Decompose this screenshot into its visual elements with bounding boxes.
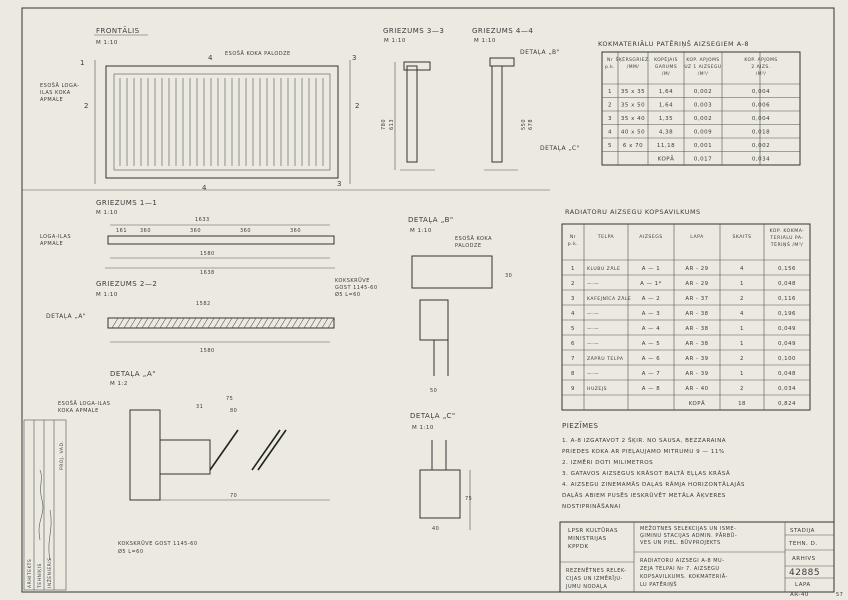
sig-role: TEHNIĶIS — [38, 563, 43, 588]
panel-slats — [120, 78, 323, 166]
table2-header: TERIĀLU PA- — [770, 236, 804, 241]
table2-cell: 4 — [740, 266, 744, 272]
note-line: NOSTIPRINĀŠANAI — [562, 504, 621, 510]
table1-header: KOP. APJOMS — [686, 58, 720, 63]
table2-cell: —·— — [587, 312, 600, 317]
dim-label: 360 — [240, 228, 252, 234]
table1-title: KOKMATERIĀLU PATĒRIŅŠ AIZSEGIEM A-8 — [598, 40, 749, 48]
section22-scale: M 1:10 — [96, 292, 118, 298]
note: Ø5 L=60 — [335, 292, 361, 298]
note: ESOŠĀ KOKA — [455, 236, 493, 242]
corner-mark: 57 — [836, 592, 844, 598]
tb-dept: REZENĒTNES RELEK- — [566, 568, 627, 574]
hatch-line — [202, 318, 208, 328]
hatch-line — [274, 318, 280, 328]
table2-cell: A — 1* — [640, 281, 662, 287]
tb-project: MEŽOTNES SELEKCIJAS UN ISME- — [640, 526, 737, 532]
note: KOKA APMALE — [58, 408, 99, 414]
tb-stage-value: TEHN. D. — [789, 541, 818, 547]
hatch-line — [328, 318, 334, 328]
hatch-line — [310, 318, 316, 328]
table2-header: KOP. KOKMA- — [769, 229, 805, 234]
table2-cell: AR - 38 — [685, 326, 709, 332]
table2-header: LAPA — [690, 235, 704, 240]
detail-c-scale: M 1:10 — [412, 425, 434, 431]
table2-cell: 0,049 — [778, 341, 796, 347]
table1-cell: 1,64 — [658, 102, 674, 109]
note: PALODZE — [455, 243, 482, 249]
notes-list — [562, 437, 745, 510]
note-line: 1. A-8 IZGATAVOT 2 ŠĶIR. NO SAUSA, BEZZARAINA — [562, 438, 727, 444]
detail-b-cap — [412, 256, 492, 288]
dim-label: 75 — [226, 396, 234, 402]
section-mark: 1 — [80, 59, 85, 67]
hatch-line — [292, 318, 298, 328]
table2-cell: A — 1 — [641, 266, 661, 272]
table2-cell: A — 4 — [641, 326, 661, 332]
note-line: 2. IZMĒRI DOTI MILIMETROS — [562, 460, 654, 466]
table2-header: TELPA — [597, 235, 615, 240]
hatch-line — [238, 318, 244, 328]
dim-label: 1633 — [195, 217, 210, 223]
hatch-line — [178, 318, 184, 328]
table2-cell: KAFEJNĪCA ZĀLE — [587, 297, 632, 302]
table2-header: TĒRIŅŠ /M³/ — [770, 243, 804, 248]
table2-cell: 4 — [740, 311, 744, 317]
hatch-line — [280, 318, 286, 328]
hatch-line — [136, 318, 142, 328]
table1-cell: 0,003 — [693, 102, 713, 109]
section-mark: 2 — [355, 102, 360, 110]
tb-sheet-title: LU PATĒRIŅŠ — [640, 582, 678, 588]
section44-profile — [492, 66, 502, 162]
dim-label: 360 — [140, 228, 152, 234]
title-block — [560, 522, 834, 598]
table1-cell: 11,18 — [656, 143, 676, 149]
tb-archive: ARHIVS — [792, 556, 816, 562]
table1-cell: 35 x 40 — [620, 116, 646, 122]
table1-header: KOP. APJOMS — [744, 58, 778, 63]
table2-cell: —·— — [587, 372, 600, 377]
table2-total-label: KOPĀ — [688, 401, 706, 407]
table2-cell: 8 — [571, 371, 575, 377]
tb-sheet-number: AR-40 — [790, 592, 809, 598]
table2-cell: A — 3 — [641, 311, 661, 317]
hatch-line — [232, 318, 238, 328]
table1-cell: 4,38 — [658, 129, 674, 136]
table2-header: AIZSEGS — [639, 235, 663, 240]
dim-label: 360 — [190, 228, 202, 234]
tb-sheet-label: LAPA — [795, 582, 811, 588]
detail-b-scale: M 1:10 — [410, 228, 432, 234]
dim-label: 50 — [430, 388, 438, 394]
table2-cell: AR - 39 — [685, 356, 709, 362]
table2-header: Nr — [569, 235, 577, 240]
dim-label: 40 — [432, 526, 440, 532]
hatch-line — [208, 318, 214, 328]
table2-cell: 0,048 — [778, 281, 796, 287]
hatch-line — [118, 318, 124, 328]
detail-a-scale: M 1:2 — [110, 381, 128, 387]
hatch-line — [160, 318, 166, 328]
hatch-line — [250, 318, 256, 328]
tb-archive-number: 42885 — [789, 568, 821, 578]
table2-cell: 1 — [740, 371, 744, 377]
front-note-left2: ILAS KOKA — [40, 90, 71, 96]
hatch-line — [142, 318, 148, 328]
table1-cell: 0,009 — [693, 129, 713, 136]
table1-cell: 3 — [608, 116, 612, 122]
note-line: DAĻĀS ABIEM PUSĒS IESKRŪVĒT METĀLA ĀĶVERES — [562, 493, 726, 499]
table2-cell: 1 — [740, 341, 744, 347]
table1-cell: 40 x 50 — [620, 129, 646, 136]
table2-cell: A — 5 — [641, 341, 661, 347]
table2-cell: AR - 37 — [685, 296, 709, 302]
table1-header: /M³/ — [755, 72, 767, 77]
table1-cell: 0,002 — [693, 89, 713, 95]
table1-cell: 0,002 — [751, 143, 771, 149]
hatch-line — [112, 318, 118, 328]
hatch-line — [220, 318, 226, 328]
table2-cell: 2 — [740, 296, 744, 302]
tb-dept: CIJAS UN IZMĒRĪJU- — [566, 576, 623, 582]
slat — [210, 430, 238, 470]
hatch-line — [172, 318, 178, 328]
hatching — [112, 318, 334, 328]
detail-c-block — [420, 470, 460, 518]
panel-inner — [114, 74, 330, 170]
table1-header: KOPĒJAIS — [654, 58, 678, 63]
table1-cell: 0,002 — [693, 116, 713, 122]
table2-total: 18 — [738, 401, 746, 407]
tb-sheet-title: RADIATORU AIZSEGI A-8 MU- — [640, 558, 725, 564]
table1-cell: 35 x 50 — [620, 102, 646, 109]
note: KOKSKRŪVE — [335, 278, 370, 284]
hatch-line — [298, 318, 304, 328]
tb-dept: JUMU NODAĻA — [566, 584, 608, 590]
detail-a-callout: DETAĻA „A" — [46, 313, 87, 320]
note: APMALE — [40, 241, 64, 247]
note-line: 4. AIZSEGU ZINEMAMĀS DAĻAS RĀMJA HORIZONTĀLAJĀS — [562, 482, 745, 488]
dim-label: 80 — [230, 408, 238, 414]
hatch-line — [256, 318, 262, 328]
table1-header: /M³/ — [697, 72, 709, 77]
section-mark: 3 — [352, 54, 357, 62]
table2-header: p.k. — [567, 242, 579, 247]
table1-header: Nr — [606, 58, 614, 63]
table2-cell: AR - 29 — [685, 281, 709, 287]
dim-label: 161 — [116, 228, 128, 234]
dim-label: 1580 — [200, 348, 215, 354]
section-mark: 4 — [202, 184, 207, 192]
section-mark: 3 — [337, 180, 342, 188]
front-note-left: ESOŠĀ LOGA- — [40, 83, 80, 89]
table2-cell: —·— — [587, 282, 600, 287]
section33-profile — [407, 66, 417, 162]
hatch-line — [214, 318, 220, 328]
table1-header: GARUMS — [654, 65, 678, 70]
slat — [258, 430, 286, 470]
hatch-line — [196, 318, 202, 328]
handwritten-signature — [49, 510, 51, 560]
table2-cell: 1 — [571, 266, 575, 272]
table1-cell: 1,35 — [658, 116, 674, 122]
table2-cell: 0,100 — [778, 356, 796, 362]
table2-cell: 7 — [571, 356, 575, 362]
hatch-line — [130, 318, 136, 328]
table1-cell: 0,004 — [751, 89, 771, 95]
table2-header: SKAITS — [732, 235, 752, 240]
materials-table — [602, 52, 800, 165]
table2-cell: 2 — [571, 281, 575, 287]
detail-a-block — [160, 440, 210, 474]
table2-cell: AR - 38 — [685, 341, 709, 347]
table2-cell: 1 — [740, 326, 744, 332]
hatch-line — [262, 318, 268, 328]
table2-cell: 2 — [740, 356, 744, 362]
note: ESOŠĀ LOGA-ILAS — [58, 401, 111, 407]
dim-label: 1638 — [200, 270, 215, 276]
radiator-covers-table — [562, 224, 810, 410]
table1-header: /MM/ — [626, 65, 640, 70]
dim-label: 30 — [505, 273, 513, 279]
hatch-line — [268, 318, 274, 328]
table1-header: ŠĶĒRSGRIEZ. — [615, 58, 651, 63]
notes-title: PIEZĪMES — [562, 422, 599, 430]
table1-cell: 6 x 70 — [622, 143, 644, 149]
table2-cell: 0,156 — [778, 266, 796, 272]
table2-cell: AR - 38 — [685, 311, 709, 317]
hatch-line — [148, 318, 154, 328]
table1-cell: 1 — [608, 89, 612, 95]
note: Ø5 L=60 — [118, 549, 144, 555]
table2-cell: —·— — [587, 327, 600, 332]
section44-scale: M 1:10 — [474, 38, 496, 44]
section11-scale: M 1:10 — [96, 210, 118, 216]
table1-cell: 2 — [608, 102, 612, 109]
table2-cell: A — 6 — [641, 356, 661, 362]
table2-cell: AR - 40 — [685, 386, 709, 392]
table2-cell: A — 8 — [641, 386, 661, 392]
tb-sheet-title: ZEJA TELPAI Nr 7. AIZSEGU — [640, 566, 720, 572]
note: KOKSKRŪVE GOST 1145-60 — [118, 541, 198, 547]
tb-org: LPSR KULTŪRAS — [568, 528, 618, 534]
section33-scale: M 1:10 — [384, 38, 406, 44]
front-view-scale: M 1:10 — [96, 40, 118, 46]
dim-label: 1582 — [196, 301, 211, 307]
tb-project: ĢIMINU STACIJAS ADMIN. PĀRBŪ- — [640, 533, 738, 539]
table2-cell: 2 — [740, 386, 744, 392]
table2-cell: 9 — [571, 386, 575, 392]
hatch-line — [154, 318, 160, 328]
table2-cell: 0,049 — [778, 326, 796, 332]
table1-cell: 1,64 — [658, 89, 674, 95]
tb-org: KPPDK — [568, 544, 589, 550]
table2-cell: 0,048 — [778, 371, 796, 377]
detail-b-title: DETAĻA „B" — [408, 216, 454, 224]
table2-cell: 1 — [740, 281, 744, 287]
note-line: PRIEDES KOKA AR PIEĻAUJAMO MITRUMU 9 — 11% — [562, 449, 725, 455]
hatch-line — [322, 318, 328, 328]
table2-total: 0,824 — [778, 401, 796, 407]
sig-role: ARHITEKTS — [28, 558, 33, 588]
section-mark: 2 — [84, 102, 89, 110]
table2-cell: —·— — [587, 342, 600, 347]
tb-org: MINISTRIJAS — [568, 536, 607, 542]
table1-header: UZ 1 AIZSEGU — [684, 65, 722, 70]
handwritten-signature — [39, 470, 43, 540]
detail-c-callout: DETAĻA „C" — [540, 145, 580, 152]
dim-label: 780 — [381, 118, 387, 130]
table1-cell: 0,001 — [693, 143, 713, 149]
table1-cell: 5 — [608, 143, 612, 149]
section11-title: GRIEZUMS 1—1 — [96, 199, 158, 207]
table1-total: 0,017 — [693, 156, 713, 163]
table2-cell: 3 — [571, 296, 575, 302]
note-line: 3. GATAVOS AIZSEGUS KRĀSOT BALTĀ EĻĻAS KRĀSĀ — [562, 471, 731, 477]
dim-label: 1580 — [200, 251, 215, 257]
dim-label: 678 — [528, 118, 534, 130]
front-note-left3: APMALE — [40, 97, 64, 103]
detail-b-post — [420, 300, 448, 340]
hatch-line — [124, 318, 130, 328]
signature-strip — [24, 420, 66, 590]
table1-cell: 0,004 — [751, 116, 771, 122]
section11-profile — [108, 236, 334, 244]
section22-title: GRIEZUMS 2—2 — [96, 280, 158, 288]
tb-stage: STADIJA — [790, 528, 815, 534]
table2-cell: AR - 29 — [685, 266, 709, 272]
dim-label: 70 — [230, 493, 238, 499]
table1-cell: 4 — [608, 129, 612, 136]
detail-b-callout: DETAĻA „B" — [520, 49, 560, 56]
tb-sheet-title: KOPSAVILKUMS. KOKMATERIĀ- — [640, 574, 728, 580]
table2-cell: AR - 39 — [685, 371, 709, 377]
slat — [252, 430, 280, 470]
hatch-line — [316, 318, 322, 328]
detail-a-wall — [130, 410, 160, 500]
section33-title: GRIEZUMS 3—3 — [383, 27, 445, 35]
table2-cell: HUZEJS — [587, 387, 608, 392]
hatch-line — [166, 318, 172, 328]
section44-cap — [490, 58, 514, 66]
dim-label: 360 — [290, 228, 302, 234]
dim-label: 613 — [389, 118, 395, 130]
table2-cell: 6 — [571, 341, 575, 347]
front-note: ESOŠĀ KOKA PALODZE — [225, 51, 291, 57]
table2-cell: 0,034 — [778, 386, 796, 392]
table2-cell: 4 — [571, 311, 575, 317]
table1-total-label: KOPĀ — [657, 156, 675, 163]
dim-label: 75 — [465, 496, 473, 502]
table2-title: RADIATORU AIZSEGU KOPSAVILKUMS — [565, 208, 701, 216]
note: LOGA-ILAS — [40, 234, 72, 240]
table2-cell: 0,116 — [778, 296, 796, 302]
hatch-line — [244, 318, 250, 328]
table2-cell: A — 7 — [641, 371, 661, 377]
section-mark: 4 — [208, 54, 213, 62]
dim-label: 550 — [521, 118, 527, 130]
sig-role: PROJ. VAD. — [60, 440, 65, 470]
table2-cell: A — 2 — [641, 296, 661, 302]
hatch-line — [286, 318, 292, 328]
table1-header: p.k. — [604, 65, 616, 70]
tb-project: VES UN PIEL. BŪVPROJEKTS — [640, 540, 721, 546]
table2-cell: KLUBU ZĀLE — [587, 267, 621, 272]
dim-label: 31 — [196, 404, 204, 410]
hatch-line — [304, 318, 310, 328]
table1-total: 0,034 — [751, 156, 771, 163]
detail-c-title: DETAĻA „C" — [410, 412, 456, 420]
table2-cell: 0,196 — [778, 311, 796, 317]
table1-cell: 35 x 35 — [620, 89, 646, 95]
table2-cell: ZĀPRU TELPA — [587, 357, 624, 362]
section44-title: GRIEZUMS 4—4 — [472, 27, 534, 35]
sig-role: INŽENIERIS — [48, 557, 53, 588]
detail-a-title: DETAĻA „A" — [110, 370, 157, 378]
table1-header: /M/ — [661, 72, 671, 77]
hatch-line — [190, 318, 196, 328]
table1-header: 2 AIZS. — [751, 65, 771, 70]
hatch-line — [184, 318, 190, 328]
hatch-line — [226, 318, 232, 328]
front-view-title: FRONTĀLIS — [96, 27, 140, 35]
note: GOST 1145-60 — [335, 285, 378, 291]
table2-cell: 5 — [571, 326, 575, 332]
table1-cell: 0,018 — [751, 129, 771, 136]
table1-cell: 0,006 — [751, 102, 771, 109]
